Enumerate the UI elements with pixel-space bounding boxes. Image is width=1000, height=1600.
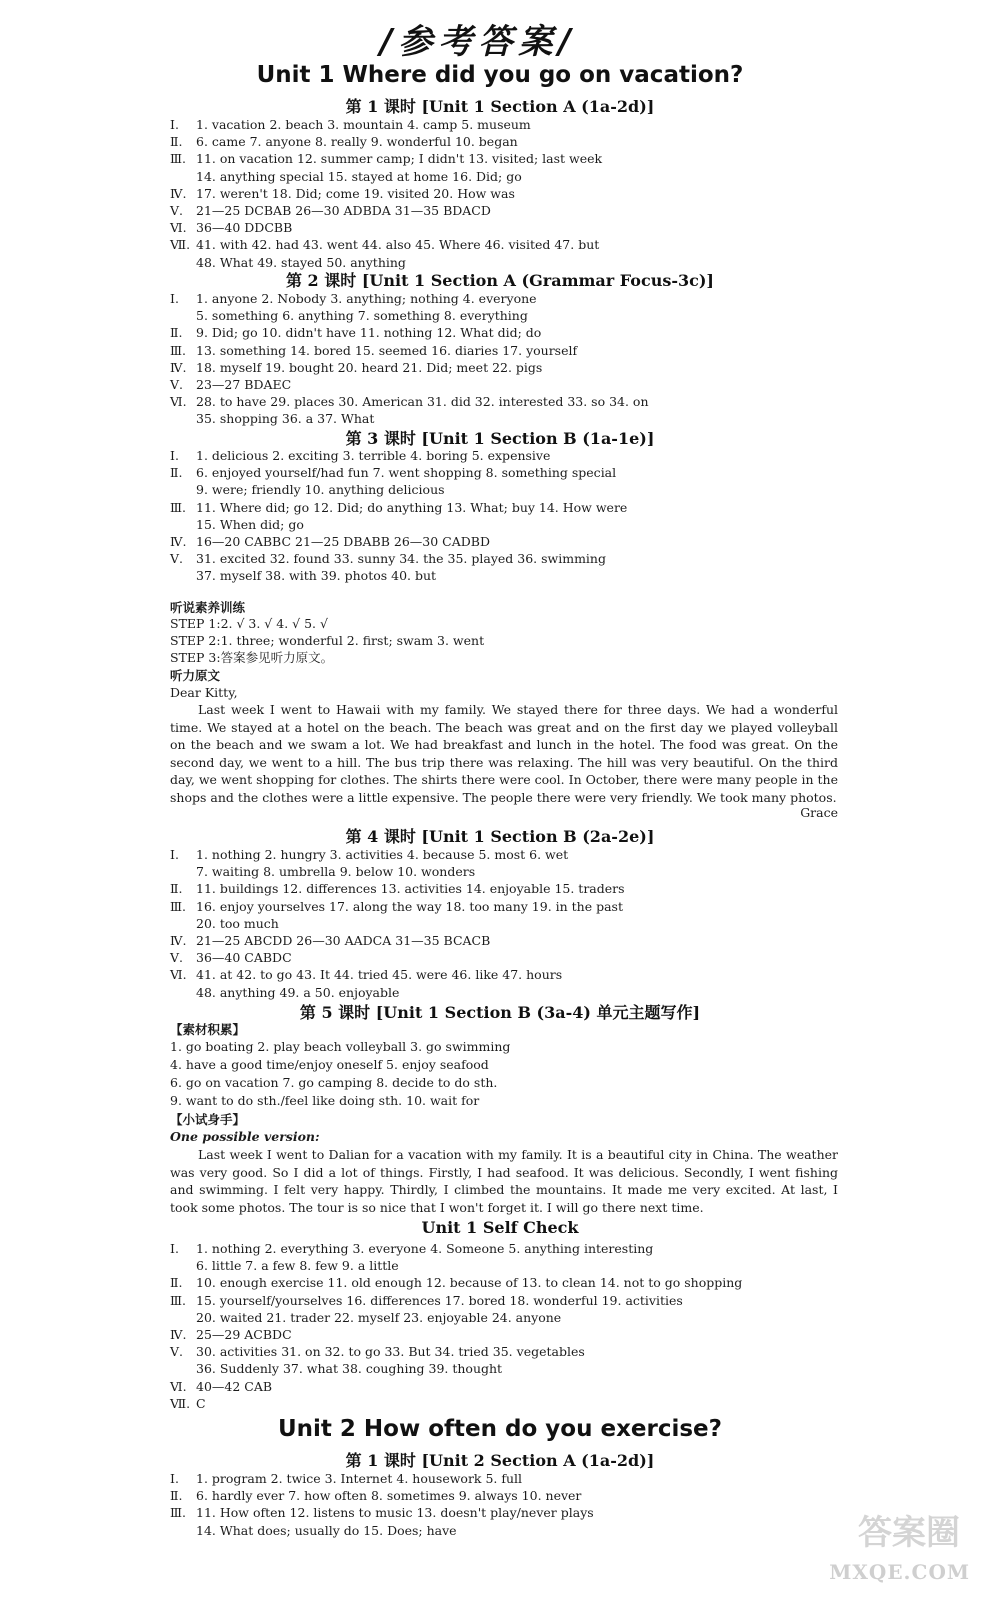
step-1: STEP 1:2. √ 3. √ 4. √ 5. √ xyxy=(170,616,328,631)
roman-numeral: Ⅴ. xyxy=(170,551,184,567)
answer-line xyxy=(196,168,522,185)
answer-text: C xyxy=(196,1395,206,1411)
answer-line xyxy=(170,1395,206,1412)
answer-line xyxy=(170,1487,581,1504)
answer-text: 1. nothing 2. hungry 3. activities 4. because 5. most 6. wet xyxy=(196,847,569,862)
answer-line xyxy=(170,236,599,253)
roman-numeral: Ⅰ. xyxy=(170,1241,179,1256)
answer-line xyxy=(170,1292,683,1309)
answer-text: 1. vacation 2. beach 3. mountain 4. camp 5. museum xyxy=(196,117,531,132)
roman-numeral: Ⅴ. xyxy=(170,377,184,392)
answer-text: 21—25 DCBAB 26—30 ADBDA 31—35 BDACD xyxy=(196,203,491,218)
answer-text: 20. waited 21. trader 22. myself 23. enjoyable 24. anyone xyxy=(196,1309,562,1325)
roman-numeral: Ⅵ. xyxy=(170,1378,187,1394)
answer-line xyxy=(170,499,627,516)
roman-numeral: Ⅰ. xyxy=(170,1471,179,1486)
answer-text: 5. something 6. anything 7. something 8. everything xyxy=(196,308,528,324)
answer-text: 11. on vacation 12. summer camp; I didn't 13. visited; last week xyxy=(196,151,603,167)
step-2: STEP 2:1. three; wonderful 2. first; swam 3. went xyxy=(170,633,485,648)
answer-text: 1. delicious 2. exciting 3. terrible 4. boring 5. expensive xyxy=(196,448,551,463)
answer-text: 28. to have 29. places 30. American 31. did 32. interested 33. so 34. on xyxy=(196,394,649,410)
answer-line xyxy=(170,376,291,393)
answer-text: 36—40 CABDC xyxy=(196,950,292,966)
answer-line xyxy=(196,516,304,533)
lesson1-heading: 第 1 课时 [Unit 1 Section A (1a-2d)] xyxy=(345,97,655,116)
roman-numeral: Ⅱ. xyxy=(170,465,183,481)
version-label: One possible version: xyxy=(170,1129,320,1144)
answer-text: 6. little 7. a few 8. few 9. a little xyxy=(196,1258,399,1274)
answer-line xyxy=(170,1504,594,1521)
answer-line xyxy=(196,863,475,880)
answer-text: 6. came 7. anyone 8. really 9. wonderful 10. began xyxy=(196,134,518,150)
answer-text: 1. program 2. twice 3. Internet 4. housework 5. full xyxy=(196,1471,523,1486)
answer-line xyxy=(170,393,649,410)
roman-numeral: Ⅲ. xyxy=(170,898,187,914)
roman-numeral: Ⅳ. xyxy=(170,1327,187,1342)
answer-text: 11. buildings 12. differences 13. activities 14. enjoyable 15. traders xyxy=(196,881,625,897)
answer-text: 30. activities 31. on 32. to go 33. But 34. tried 35. vegetables xyxy=(196,1344,585,1360)
answer-line xyxy=(170,185,515,202)
answer-line xyxy=(170,880,625,897)
answer-line xyxy=(170,1326,292,1343)
answer-line xyxy=(170,966,562,983)
roman-numeral: Ⅴ. xyxy=(170,950,184,966)
answer-text: 13. something 14. bored 15. seemed 16. diaries 17. yourself xyxy=(196,342,578,358)
roman-numeral: Ⅳ. xyxy=(170,933,187,948)
answer-text: 20. too much xyxy=(196,915,279,931)
roman-numeral: Ⅰ. xyxy=(170,847,179,862)
answer-line xyxy=(170,464,616,481)
answer-text: 14. anything special 15. stayed at home 16. Did; go xyxy=(196,168,522,184)
answer-text: 15. yourself/yourselves 16. differences 17. bored 18. wonderful 19. activities xyxy=(196,1292,683,1308)
letter-signature: Grace xyxy=(800,805,838,820)
answer-text: 11. How often 12. listens to music 13. doesn't play/never plays xyxy=(196,1505,594,1521)
answer-line xyxy=(170,324,541,341)
roman-numeral: Ⅶ. xyxy=(170,237,191,253)
answer-line xyxy=(170,116,531,133)
answer-text: 18. myself 19. bought 20. heard 21. Did; meet 22. pigs xyxy=(196,359,543,375)
answer-text: 41. with 42. had 43. went 44. also 45. Where 46. visited 47. but xyxy=(196,237,600,253)
answer-line xyxy=(196,1360,502,1377)
lesson3-heading: 第 3 课时 [Unit 1 Section B (1a-1e)] xyxy=(345,429,655,448)
lesson4-heading: 第 4 课时 [Unit 1 Section B (2a-2e)] xyxy=(345,827,655,846)
materials-line: 4. have a good time/enjoy oneself 5. enjoy seafood xyxy=(170,1057,489,1072)
answer-text: 6. hardly ever 7. how often 8. sometimes 9. always 10. never xyxy=(196,1488,582,1504)
letter-body: Last week I went to Hawaii with my family. We stayed there for three days. We had a wonderful time. We stayed at a hotel on the beach. The beach was great and on the first day we played volleyball on the beach and we swam a lot. We had breakfast and lunch in the hotel. The food was great. On the second day, we went to a hill. The bus trip there was relaxing. The hill was very beautiful. On the third day, we went shopping for clothes. The shirts there were cool. In October, there were many people in the shops and the clothes were a little expensive. The people there were very friendly. We took many photos. xyxy=(170,702,838,805)
answer-line xyxy=(170,1274,742,1291)
answer-text: 37. myself 38. with 39. photos 40. but xyxy=(196,568,437,584)
answer-line xyxy=(170,1240,653,1257)
roman-numeral: Ⅰ. xyxy=(170,117,179,132)
answer-text: 16. enjoy yourselves 17. along the way 18. too many 19. in the past xyxy=(196,898,623,914)
self-check-heading: Unit 1 Self Check xyxy=(421,1218,579,1237)
answer-line xyxy=(196,307,528,324)
roman-numeral: Ⅴ. xyxy=(170,1344,184,1360)
answer-text: 31. excited 32. found 33. sunny 34. the 35. played 36. swimming xyxy=(196,551,606,567)
letter-greeting: Dear Kitty, xyxy=(170,685,238,700)
lesson5-heading: 第 5 课时 [Unit 1 Section B (3a-4) 单元主题写作] xyxy=(299,1003,701,1022)
answer-line xyxy=(170,359,542,376)
answer-text: 14. What does; usually do 15. Does; have xyxy=(196,1522,457,1538)
roman-numeral: Ⅱ. xyxy=(170,1275,183,1291)
answer-text: 17. weren't 18. Did; come 19. visited 20. How was xyxy=(196,185,515,201)
roman-numeral: Ⅲ. xyxy=(170,499,187,515)
try-heading: 【小试身手】 xyxy=(170,1112,246,1127)
answer-text: 9. were; friendly 10. anything delicious xyxy=(196,482,445,498)
roman-numeral: Ⅵ. xyxy=(170,220,187,236)
roman-numeral: Ⅰ. xyxy=(170,291,179,306)
answer-text: 1. anyone 2. Nobody 3. anything; nothing 4. everyone xyxy=(196,291,537,306)
answer-line xyxy=(196,567,436,584)
answer-line xyxy=(170,150,602,167)
answer-line xyxy=(170,219,292,236)
answer-text: 1. nothing 2. everything 3. everyone 4. Someone 5. anything interesting xyxy=(196,1241,654,1256)
roman-numeral: Ⅵ. xyxy=(170,394,187,410)
answer-line xyxy=(170,202,491,219)
answer-line xyxy=(170,932,490,949)
answer-text: 41. at 42. to go 43. It 44. tried 45. were 46. like 47. hours xyxy=(196,967,563,983)
roman-numeral: Ⅴ. xyxy=(170,203,184,218)
script-heading: 听力原文 xyxy=(170,668,221,683)
answer-line xyxy=(170,133,518,150)
answer-line xyxy=(170,533,490,550)
answer-line xyxy=(170,290,537,307)
answer-line xyxy=(196,1309,561,1326)
unit2-lesson1-heading: 第 1 课时 [Unit 2 Section A (1a-2d)] xyxy=(345,1451,655,1470)
answer-line xyxy=(196,1522,457,1539)
roman-numeral: Ⅲ. xyxy=(170,151,187,167)
answer-line xyxy=(170,1378,272,1395)
answer-line xyxy=(170,550,606,567)
answer-text: 48. What 49. stayed 50. anything xyxy=(196,254,406,270)
answer-text: 21—25 ABCDD 26—30 AADCA 31—35 BCACB xyxy=(196,933,491,948)
roman-numeral: Ⅱ. xyxy=(170,1488,183,1504)
answer-line xyxy=(170,846,568,863)
roman-numeral: Ⅳ. xyxy=(170,185,187,201)
lesson2-heading: 第 2 课时 [Unit 1 Section A (Grammar Focus-3c)] xyxy=(285,271,714,290)
answer-text: 10. enough exercise 11. old enough 12. because of 13. to clean 14. not to go shopping xyxy=(196,1275,743,1291)
roman-numeral: Ⅳ. xyxy=(170,534,187,549)
answer-line xyxy=(196,915,279,932)
watermark-logo: 答案圈 xyxy=(858,1513,960,1553)
answer-text: 11. Where did; go 12. Did; do anything 13. What; buy 14. How were xyxy=(196,499,628,515)
materials-line: 1. go boating 2. play beach volleyball 3. go swimming xyxy=(170,1039,511,1054)
roman-numeral: Ⅶ. xyxy=(170,1395,191,1411)
watermark-url: MXQE.COM xyxy=(829,1560,970,1584)
answer-text: 15. When did; go xyxy=(196,516,304,532)
answer-line xyxy=(170,1470,522,1487)
answer-text: 48. anything 49. a 50. enjoyable xyxy=(196,984,400,1000)
answer-line xyxy=(196,984,399,1001)
roman-numeral: Ⅵ. xyxy=(170,967,187,983)
answer-text: 23—27 BDAEC xyxy=(196,377,292,392)
answer-line xyxy=(196,410,374,427)
answer-text: 36—40 DDCBB xyxy=(196,220,293,236)
answer-line xyxy=(196,481,445,498)
answer-line xyxy=(170,898,623,915)
answer-text: 40—42 CAB xyxy=(196,1378,273,1394)
answer-text: 35. shopping 36. a 37. What xyxy=(196,411,375,427)
answer-text: 9. Did; go 10. didn't have 11. nothing 12. What did; do xyxy=(196,325,542,341)
answer-line xyxy=(170,949,292,966)
answer-text: 36. Suddenly 37. what 38. coughing 39. thought xyxy=(196,1361,503,1377)
listening-heading: 听说素养训练 xyxy=(170,600,246,615)
roman-numeral: Ⅲ. xyxy=(170,342,187,358)
answer-line xyxy=(170,447,550,464)
answer-line xyxy=(170,342,577,359)
unit2-title: Unit 2 How often do you exercise? xyxy=(277,1416,722,1442)
answer-text: 7. waiting 8. umbrella 9. below 10. wonders xyxy=(196,864,476,880)
roman-numeral: Ⅰ. xyxy=(170,448,179,463)
step-3: STEP 3:答案参见听力原文。 xyxy=(170,650,334,665)
roman-numeral: Ⅱ. xyxy=(170,134,183,150)
materials-line: 6. go on vacation 7. go camping 8. decide to do sth. xyxy=(170,1075,498,1090)
unit1-title: Unit 1 Where did you go on vacation? xyxy=(256,62,744,88)
roman-numeral: Ⅳ. xyxy=(170,359,187,375)
answer-text: 25—29 ACBDC xyxy=(196,1327,292,1342)
answer-line xyxy=(196,1257,399,1274)
page-header: /参考答案/ xyxy=(380,22,577,62)
answer-text: 6. enjoyed yourself/had fun 7. went shopping 8. something special xyxy=(196,465,617,481)
sample-essay: Last week I went to Dalian for a vacation with my family. It is a beautiful city in China. The weather was very good. So I did a lot of things. Firstly, I had seafood. It was delicious. Secondly, I went fishing and swimming. I felt very happy. Thirdly, I climbed the mountains. It made me very excited. At last, I took some photos. The tour is so nice that I won't forget it. I will go there next time. xyxy=(170,1147,838,1215)
roman-numeral: Ⅲ. xyxy=(170,1505,187,1521)
materials-heading: 【素材积累】 xyxy=(170,1022,246,1037)
answer-line xyxy=(170,1343,585,1360)
materials-line: 9. want to do sth./feel like doing sth. 10. wait for xyxy=(170,1093,480,1108)
answer-text: 16—20 CABBC 21—25 DBABB 26—30 CADBD xyxy=(196,534,490,549)
roman-numeral: Ⅱ. xyxy=(170,881,183,897)
roman-numeral: Ⅱ. xyxy=(170,325,183,341)
roman-numeral: Ⅲ. xyxy=(170,1292,187,1308)
